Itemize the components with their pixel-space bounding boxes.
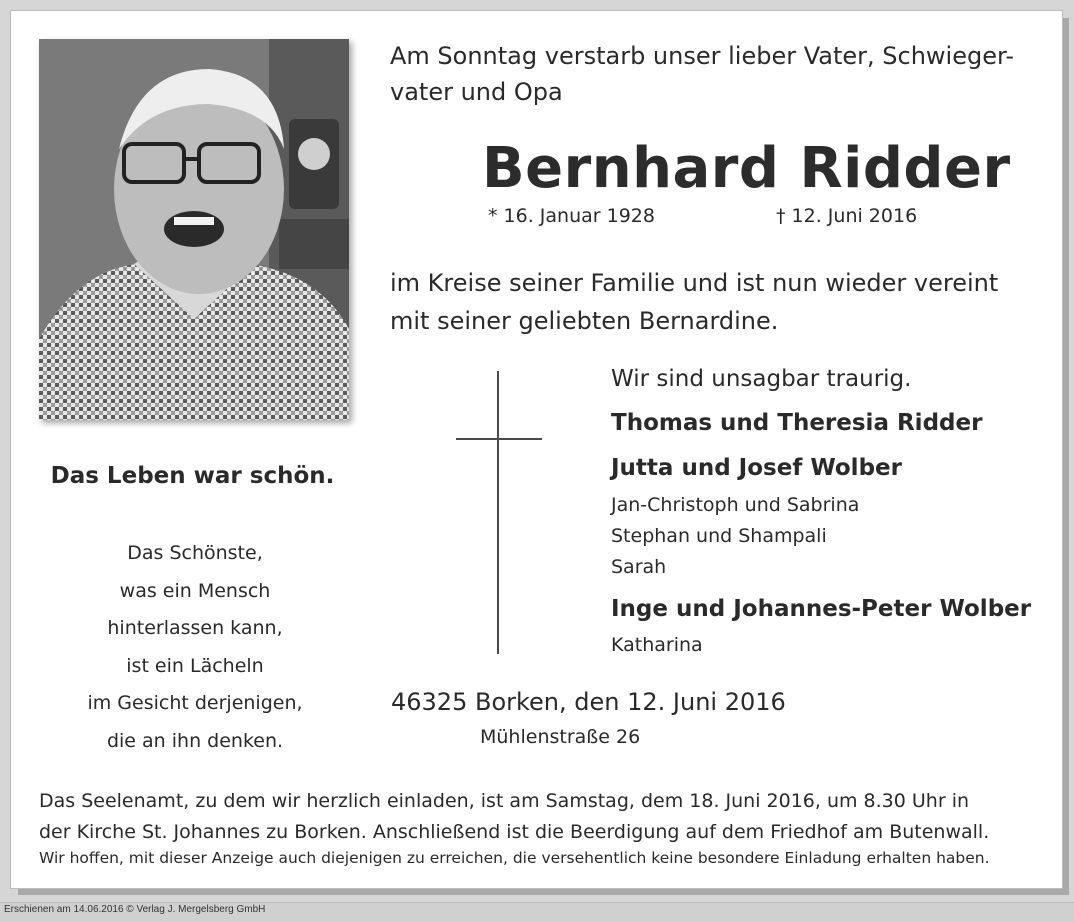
reunite-line-1: im Kreise seiner Familie und ist nun wieder vereint — [390, 269, 999, 297]
portrait-photo-icon — [39, 39, 349, 420]
service-note: Wir hoffen, mit dieser Anzeige auch diejenigen zu erreichen, die versehentlich keine besondere Einladung erhalten haben. — [39, 849, 990, 867]
family-child: Katharina — [611, 634, 703, 656]
poem — [40, 535, 350, 760]
reunite-line-2: mit seiner geliebten Bernardine. — [390, 307, 779, 335]
service-line-2: der Kirche St. Johannes zu Borken. Anschließend ist die Beerdigung auf dem Friedhof am Butenwall. — [39, 821, 990, 843]
service-line-1: Das Seelenamt, zu dem wir herzlich einladen, ist am Samstag, dem 18. Juni 2016, um 8.30 Uhr in — [39, 790, 970, 812]
family-name: Inge und Johannes-Peter Wolber — [611, 596, 1032, 622]
intro-line-1: Am Sonntag verstarb unser lieber Vater, Schwieger- — [390, 42, 1014, 70]
reunite-text — [390, 264, 998, 340]
family-child: Stephan und Shampali — [611, 525, 827, 547]
family-name: Thomas und Theresia Ridder — [611, 410, 983, 436]
poem-line: im Gesicht derjenigen, — [87, 692, 303, 714]
cross-horizontal-bar — [456, 438, 542, 440]
poem-line: die an ihn denken. — [106, 729, 284, 752]
poem-line: hinterlassen kann, — [107, 617, 283, 639]
service-info — [39, 786, 989, 848]
family-child: Jan-Christoph und Sabrina — [611, 494, 860, 516]
poem-line: was ein Mensch — [119, 579, 271, 602]
birth-date: * 16. Januar 1928 — [488, 205, 655, 227]
street-address: Mühlenstraße 26 — [480, 726, 641, 748]
cross-vertical-bar — [497, 371, 499, 654]
death-date: † 12. Juni 2016 — [776, 205, 918, 227]
mourners-intro: Wir sind unsagbar traurig. — [611, 366, 912, 392]
poem-line: Das Schönste, — [127, 542, 263, 564]
intro-line-2: vater und Opa — [390, 78, 563, 106]
deceased-name: Bernhard Ridder — [482, 136, 1011, 201]
family-child: Sarah — [611, 556, 667, 578]
family-name: Jutta und Josef Wolber — [611, 455, 902, 481]
motto: Das Leben war schön. — [50, 463, 335, 489]
publication-footer: Erschienen am 14.06.2016 © Verlag J. Mergelsberg GmbH — [4, 904, 266, 915]
city-date: 46325 Borken, den 12. Juni 2016 — [391, 688, 786, 716]
poem-line: ist ein Lächeln — [126, 654, 264, 677]
intro-text — [390, 38, 1014, 110]
